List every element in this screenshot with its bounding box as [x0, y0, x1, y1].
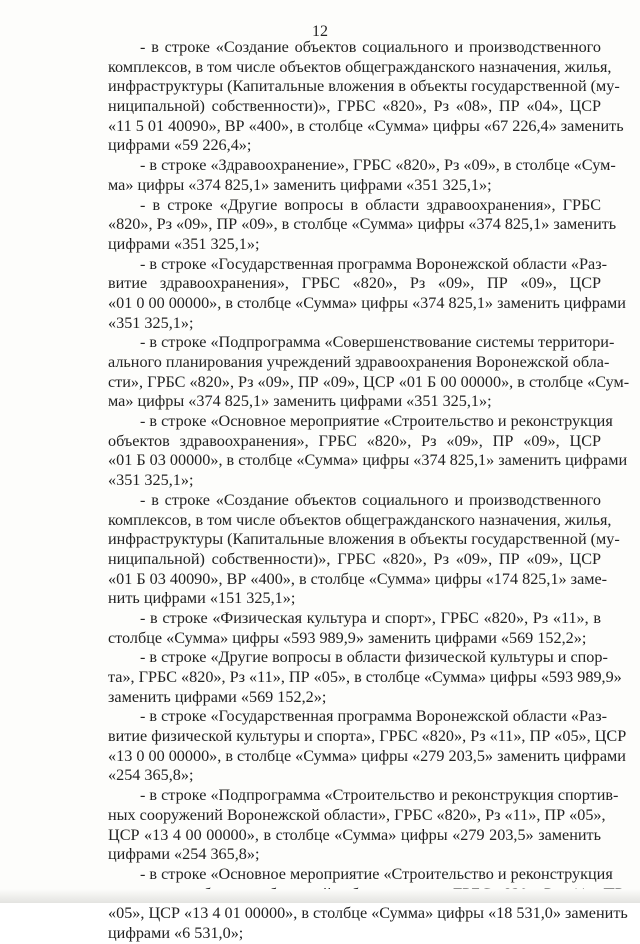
paragraph: [108, 648, 622, 707]
text-line: «254 365,8»;: [108, 766, 194, 785]
text-line: нить цифрами «151 325,1»;: [108, 589, 296, 608]
text-line: цифрами «59 226,4»;: [108, 136, 252, 155]
text-line: - в строке «Государственная программа Воронежской области «Раз-: [140, 254, 607, 273]
paragraph: [108, 707, 627, 786]
text-line: инфраструктуры (Капитальные вложения в объекты государственной (му-: [108, 77, 620, 96]
text-line: «13 0 00 00000», в столбце «Сумма» цифры «279 203,5» заменить цифрами: [108, 746, 626, 765]
text-line: - в строке «Основное мероприятие «Строительство и реконструкция: [140, 412, 613, 431]
text-line: комплексов, в том числе объектов общегражданского назначения, жилья,: [108, 57, 612, 76]
paragraph: [108, 254, 626, 334]
text-line: та», ГРБС «820», Рз «11», ПР «05», в столбце «Сумма» цифры «593 989,9»: [108, 668, 622, 686]
text-line: - в строке «Подпрограмма «Строительство и реконструкция спортив-: [140, 786, 619, 805]
text-line: «11 5 01 40090», ВР «400», в столбце «Сумма» цифры «67 226,4» заменить: [108, 116, 624, 135]
text-line: ниципальной) собственности)», ГРБС «820», Рз «08», ПР «04», ЦСР: [108, 97, 601, 116]
page-bottom-edge: [0, 889, 640, 903]
text-line: «351 325,1»;: [108, 471, 194, 490]
text-line: - в строке «Здравоохранение», ГРБС «820», Рз «09», в столбце «Сум-: [140, 156, 616, 175]
text-line: - в строке «Физическая культура и спорт», ГРБС «820», Рз «11», в: [140, 608, 601, 627]
paragraph: [108, 864, 628, 944]
text-line: - в строке «Создание объектов социального и производственного: [140, 38, 601, 56]
text-line: «01 0 00 00000», в столбце «Сумма» цифры «374 825,1» заменить цифрами: [108, 293, 626, 312]
text-line: сти», ГРБС «820», Рз «09», ПР «09», ЦСР «01 Б 00 00000», в столбце «Сум-: [108, 372, 630, 391]
paragraph: [108, 333, 630, 412]
text-line: цифрами «254 365,8»;: [108, 845, 260, 864]
paragraph: [108, 609, 601, 648]
text-line: ма» цифры «374 825,1» заменить цифрами «351 325,1»;: [108, 175, 492, 194]
text-line: столбце «Сумма» цифры «593 989,9» заменить цифрами «569 152,2»;: [108, 628, 587, 647]
text-line: - в строке «Государственная программа Воронежской области «Раз-: [140, 707, 607, 726]
text-line: - в строке «Другие вопросы в области физической культуры и спор-: [140, 648, 608, 667]
paragraph: [108, 490, 620, 609]
text-line: ального планирования учреждений здравоохранения Воронежской обла-: [108, 353, 610, 371]
text-line: «05», ЦСР «13 4 01 00000», в столбце «Сумма» цифры «18 531,0» заменить: [108, 904, 628, 923]
text-line: «820», Рз «09», ПР «09», в столбце «Сумма» цифры «374 825,1» заменить: [108, 215, 617, 234]
text-line: - в строке «Основное мероприятие «Строительство и реконструкция: [140, 864, 613, 883]
paragraph: [108, 195, 617, 255]
text-line: витие здравоохранения», ГРБС «820», Рз «09», ПР «09», ЦСР: [108, 274, 601, 293]
text-line: цифрами «351 325,1»;: [108, 234, 260, 253]
text-line: - в строке «Другие вопросы в области здравоохранения», ГРБС: [140, 195, 601, 214]
text-line: «351 325,1»;: [108, 313, 194, 332]
paragraph: [108, 412, 628, 491]
text-line: ма» цифры «374 825,1» заменить цифрами «351 325,1»;: [108, 392, 492, 411]
page-number: 12: [312, 23, 328, 40]
text-line: витие физической культуры и спорта», ГРБС «820», Рз «11», ПР «05», ЦСР: [108, 727, 627, 746]
text-line: - в строке «Создание объектов социального и производственного: [140, 490, 601, 509]
text-line: комплексов, в том числе объектов общегражданского назначения, жилья,: [108, 510, 612, 529]
text-line: цифрами «6 531,0»;: [108, 923, 244, 942]
document-body: [108, 38, 630, 944]
text-line: «01 Б 03 00000», в столбце «Сумма» цифры «374 825,1» заменить цифрами: [108, 451, 628, 470]
text-line: - в строке «Подпрограмма «Совершенствование системы территори-: [140, 333, 615, 352]
text-line: ных сооружений Воронежской области», ГРБС «820», Рз «11», ПР «05»,: [108, 805, 606, 824]
text-line: объектов здравоохранения», ГРБС «820», Рз «09», ПР «09», ЦСР: [108, 431, 601, 450]
paragraph: [108, 156, 616, 195]
paragraph: [108, 786, 619, 865]
text-line: ЦСР «13 4 00 00000», в столбце «Сумма» цифры «279 203,5» заменить: [108, 825, 601, 844]
text-line: ниципальной) собственности)», ГРБС «820», Рз «09», ПР «09», ЦСР: [108, 549, 601, 568]
paragraph: [108, 38, 624, 156]
text-line: «01 Б 03 40090», ВР «400», в столбце «Сумма» цифры «174 825,1» заме-: [108, 569, 608, 588]
text-line: инфраструктуры (Капитальные вложения в объекты государственной (му-: [108, 530, 620, 549]
text-line: заменить цифрами «569 152,2»;: [108, 687, 327, 706]
